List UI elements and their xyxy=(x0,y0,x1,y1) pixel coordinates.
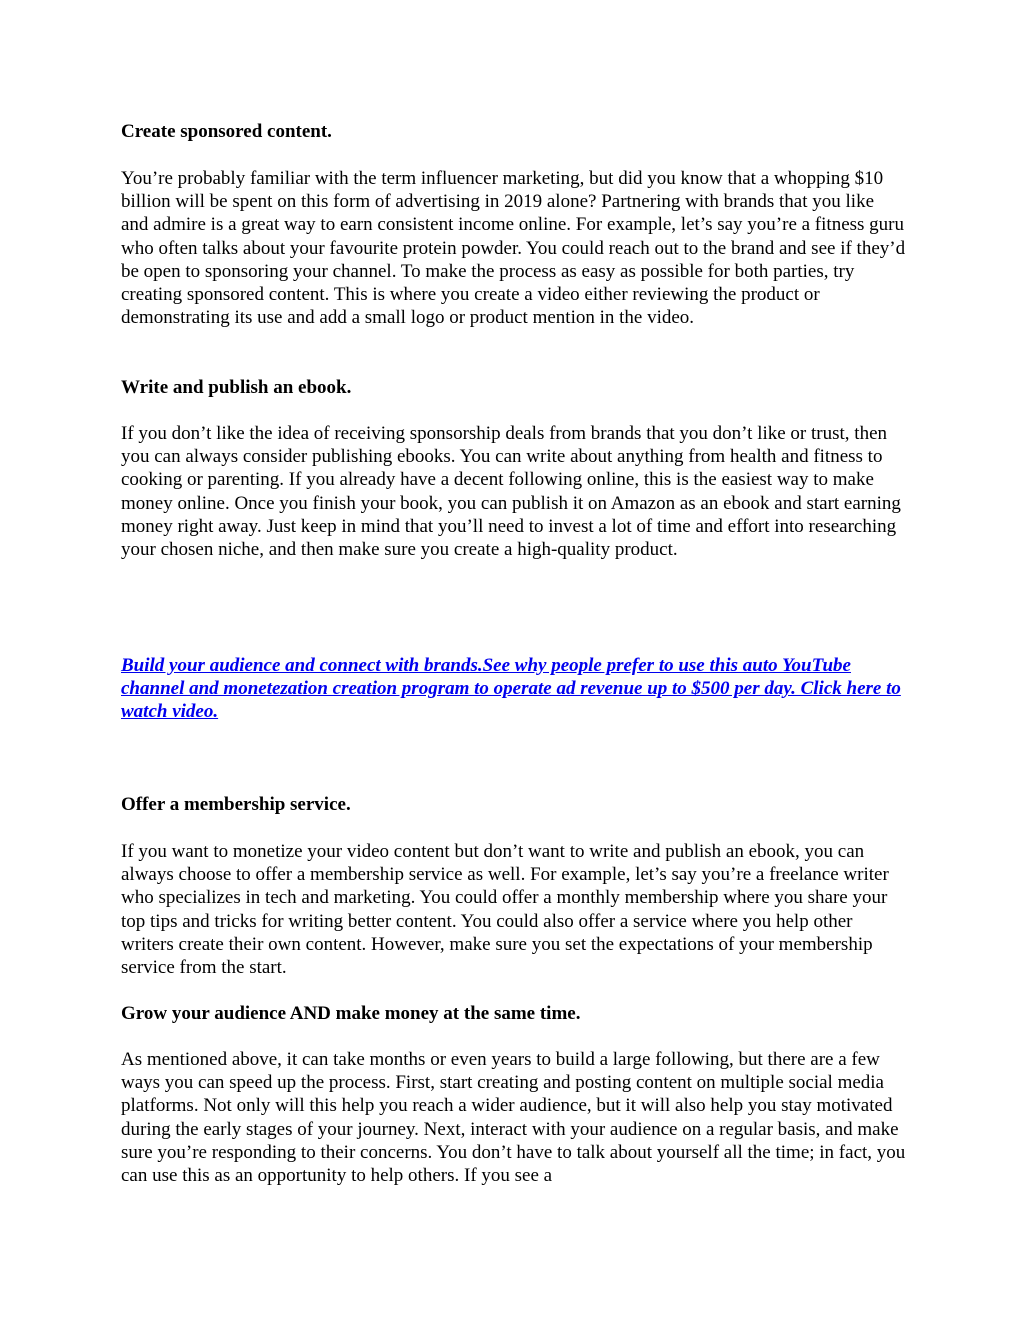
section-heading-sponsored-content: Create sponsored content. xyxy=(121,121,332,142)
section-heading-membership: Offer a membership service. xyxy=(121,794,351,815)
promo-video-link[interactable]: Build your audience and connect with brands.See why people prefer to use this auto YouTube channel and monetezation creation program to operate ad revenue up to $500 per day. Click here to watch video. xyxy=(121,655,901,723)
section-body-grow-audience: As mentioned above, it can take months or even years to build a large following, but there are a few ways you can speed up the process. First, start creating and posting content on multiple social media platforms. Not only will this help you reach a wider audience, but it will also help you stay motivated during the early stages of your journey. Next, interact with your audience on a regular basis, and make sure you’re responding to their concerns. You don’t have to talk about yourself all the time; in fact, you can use this as an opportunity to help others. If you see a xyxy=(121,1049,906,1187)
section-body-ebook: If you don’t like the idea of receiving sponsorship deals from brands that you don’t like or trust, then you can always consider publishing ebooks. You can write about anything from health and fitness to cooking or parenting. If you already have a decent following online, this is the easiest way to make money online. Once you finish your book, you can publish it on Amazon as an ebook and start earning money right away. Just keep in mind that you’ll need to invest a lot of time and effort into researching your chosen niche, and then make sure you create a high-quality product. xyxy=(121,423,901,561)
section-body-membership: If you want to monetize your video content but don’t want to write and publish an ebook, you can always choose to offer a membership service as well. For example, let’s say you’re a freelance writer who specializes in tech and marketing. You could offer a monthly membership where you share your top tips and tricks for writing better content. You could also offer a service where you help other writers create their own content. However, make sure you set the expectations of your membership service from the start. xyxy=(121,841,889,979)
section-heading-grow-audience: Grow your audience AND make money at the same time. xyxy=(121,1003,581,1024)
section-heading-ebook: Write and publish an ebook. xyxy=(121,377,352,398)
section-body-sponsored-content: You’re probably familiar with the term influencer marketing, but did you know that a whopping $10 billion will be spent on this form of advertising in 2019 alone? Partnering with brands that you like and admire is a great way to earn consistent income online. For example, let’s say you’re a fitness guru who often talks about your favourite protein powder. You could reach out to the brand and see if they’d be open to sponsoring your channel. To make the process as easy as possible for both parties, try creating sponsored content. This is where you create a video either reviewing the product or demonstrating its use and add a small logo or product mention in the video. xyxy=(121,168,906,329)
